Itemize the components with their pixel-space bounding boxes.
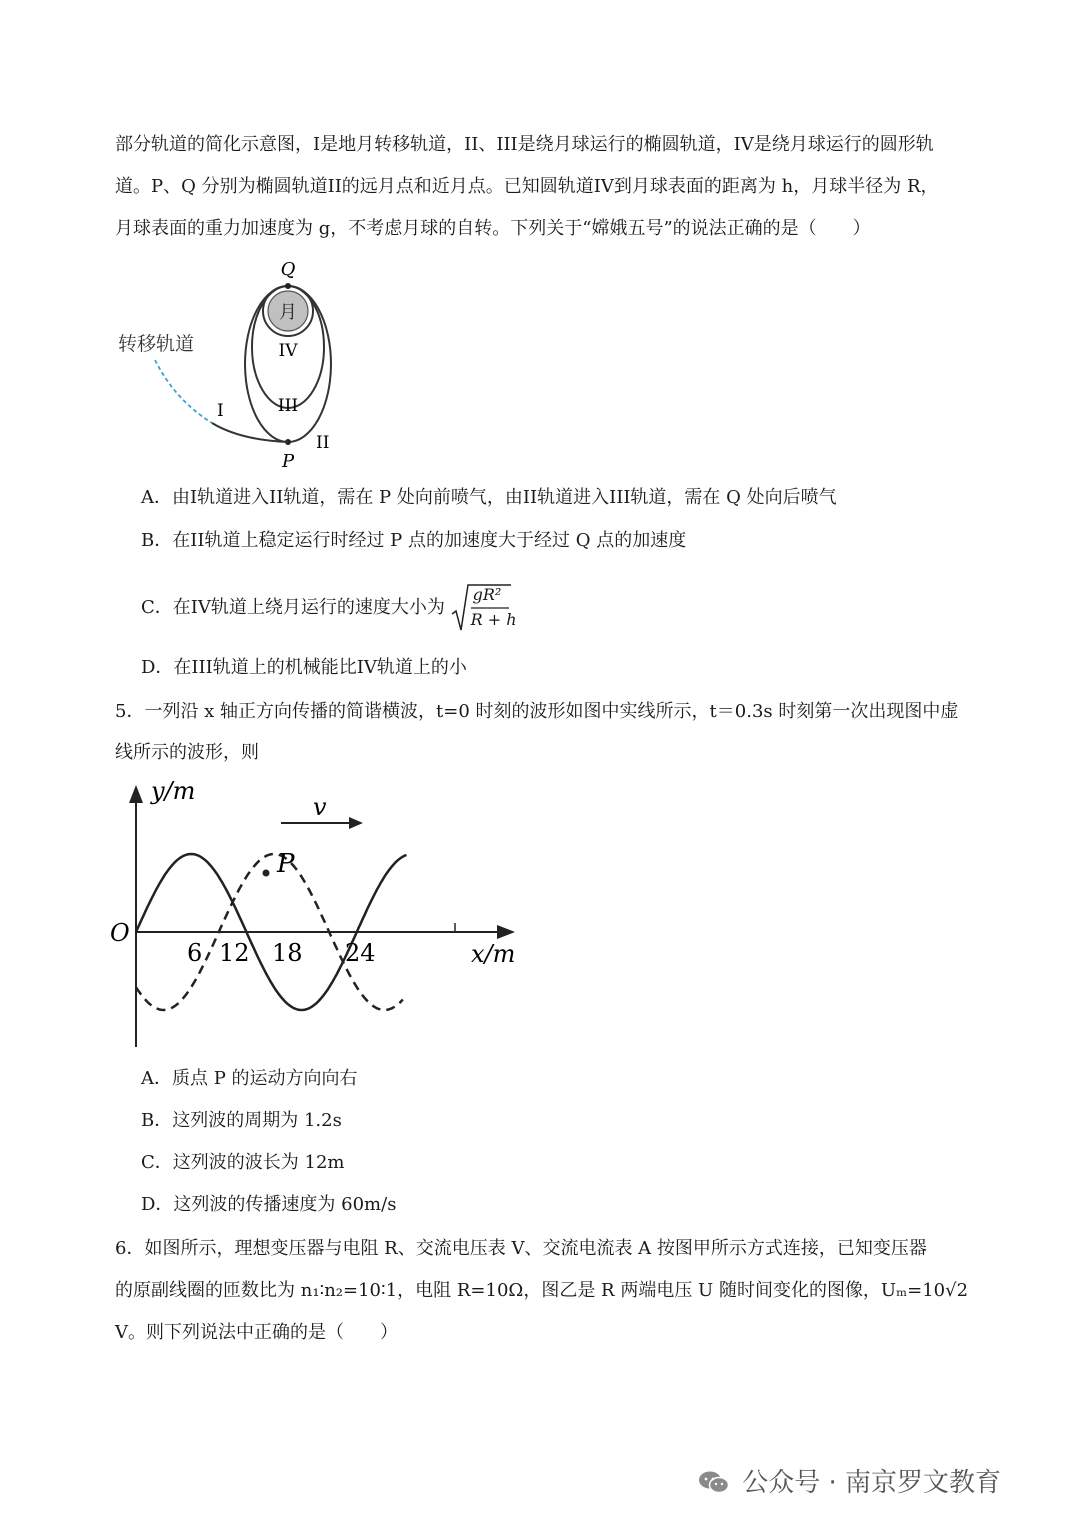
p-label: P	[281, 451, 295, 472]
x-tick-24: 24	[345, 939, 376, 967]
x-axis-label: x/m	[471, 940, 516, 968]
watermark-text: 公众号 · 南京罗文教育	[742, 1468, 1002, 1498]
q4-option-c-text: C．在IV轨道上绕月运行的速度大小为	[141, 597, 445, 618]
x-tick-12: 12	[219, 939, 250, 967]
ii-label: II	[316, 433, 330, 453]
q6-line-2: 的原副线圈的匝数比为 n₁∶n₂=10∶1，电阻 R=10Ω，图乙是 R 两端电压 U 随时间变化的图像，Uₘ=10√2	[115, 1280, 969, 1301]
q4-option-a: A．由I轨道进入II轨道，需在 P 处向前喷气，由II轨道进入III轨道，需在 Q 处向后喷气	[141, 487, 837, 508]
transfer-orbit-dashed	[155, 360, 212, 423]
x-tick-18: 18	[272, 939, 303, 967]
q4-option-d: D．在III轨道上的机械能比IV轨道上的小	[141, 657, 467, 678]
q6-line-3: V。则下列说法中正确的是（ ）	[115, 1322, 398, 1343]
q4-intro-line-2: 道。P、Q 分别为椭圆轨道II的远月点和近月点。已知圆轨道IV到月球表面的距离为 h，月球半径为 R，	[115, 176, 939, 197]
orbit-diagram	[100, 255, 360, 475]
transfer-label: 转移轨道	[118, 333, 195, 355]
q5-option-c: C．这列波的波长为 12m	[141, 1152, 345, 1173]
velocity-label: v	[313, 793, 327, 821]
q4-intro-line-3: 月球表面的重力加速度为 g，不考虑月球的自转。下列关于“嫦娥五号”的说法正确的是（ ）	[115, 218, 871, 239]
q4-intro-line-1: 部分轨道的简化示意图，I是地月转移轨道，II、III是绕月球运行的椭圆轨道，IV是绕月球运行的圆形轨	[115, 134, 934, 155]
watermark	[698, 1462, 1001, 1499]
wechat-icon	[698, 1470, 730, 1494]
iii-label: III	[277, 396, 299, 416]
x-tick-6: 6	[187, 939, 203, 967]
q4-option-b: B．在II轨道上稳定运行时经过 P 点的加速度大于经过 Q 点的加速度	[141, 530, 687, 551]
q5-line-2: 线所示的波形，则	[115, 742, 259, 763]
q5-option-d: D．这列波的传播速度为 60m/s	[141, 1194, 397, 1215]
sqrt-fraction	[451, 582, 517, 634]
fraction-numerator: gR²	[472, 585, 502, 604]
q6-line-1: 6．如图所示，理想变压器与电阻 R、交流电压表 V、交流电流表 A 按图甲所示方式连接，已知变压器	[115, 1238, 927, 1259]
y-axis-label: y/m	[151, 777, 196, 805]
q4-option-c	[141, 580, 517, 636]
iv-label: IV	[278, 341, 298, 361]
q5-option-a: A．质点 P 的运动方向向右	[141, 1068, 358, 1089]
wave-point-p	[263, 870, 270, 877]
q5-option-b: B．这列波的周期为 1.2s	[141, 1110, 342, 1131]
wave-p-label: P	[277, 849, 295, 879]
origin-label: O	[110, 919, 130, 947]
q-label: Q	[280, 259, 296, 280]
moon-label: 月	[279, 302, 297, 323]
x-axis-arrow	[497, 925, 515, 939]
point-q	[285, 283, 291, 289]
q5-line-1: 5．一列沿 x 轴正方向传播的简谐横波，t=0 时刻的波形如图中实线所示，t＝0.3s 时刻第一次出现图中虚	[115, 701, 959, 722]
y-axis-arrow	[129, 785, 143, 803]
fraction-denominator: R + h	[470, 610, 517, 629]
velocity-arrowhead	[349, 817, 363, 829]
wave-graph	[105, 775, 535, 1055]
i-label: I	[217, 401, 224, 421]
